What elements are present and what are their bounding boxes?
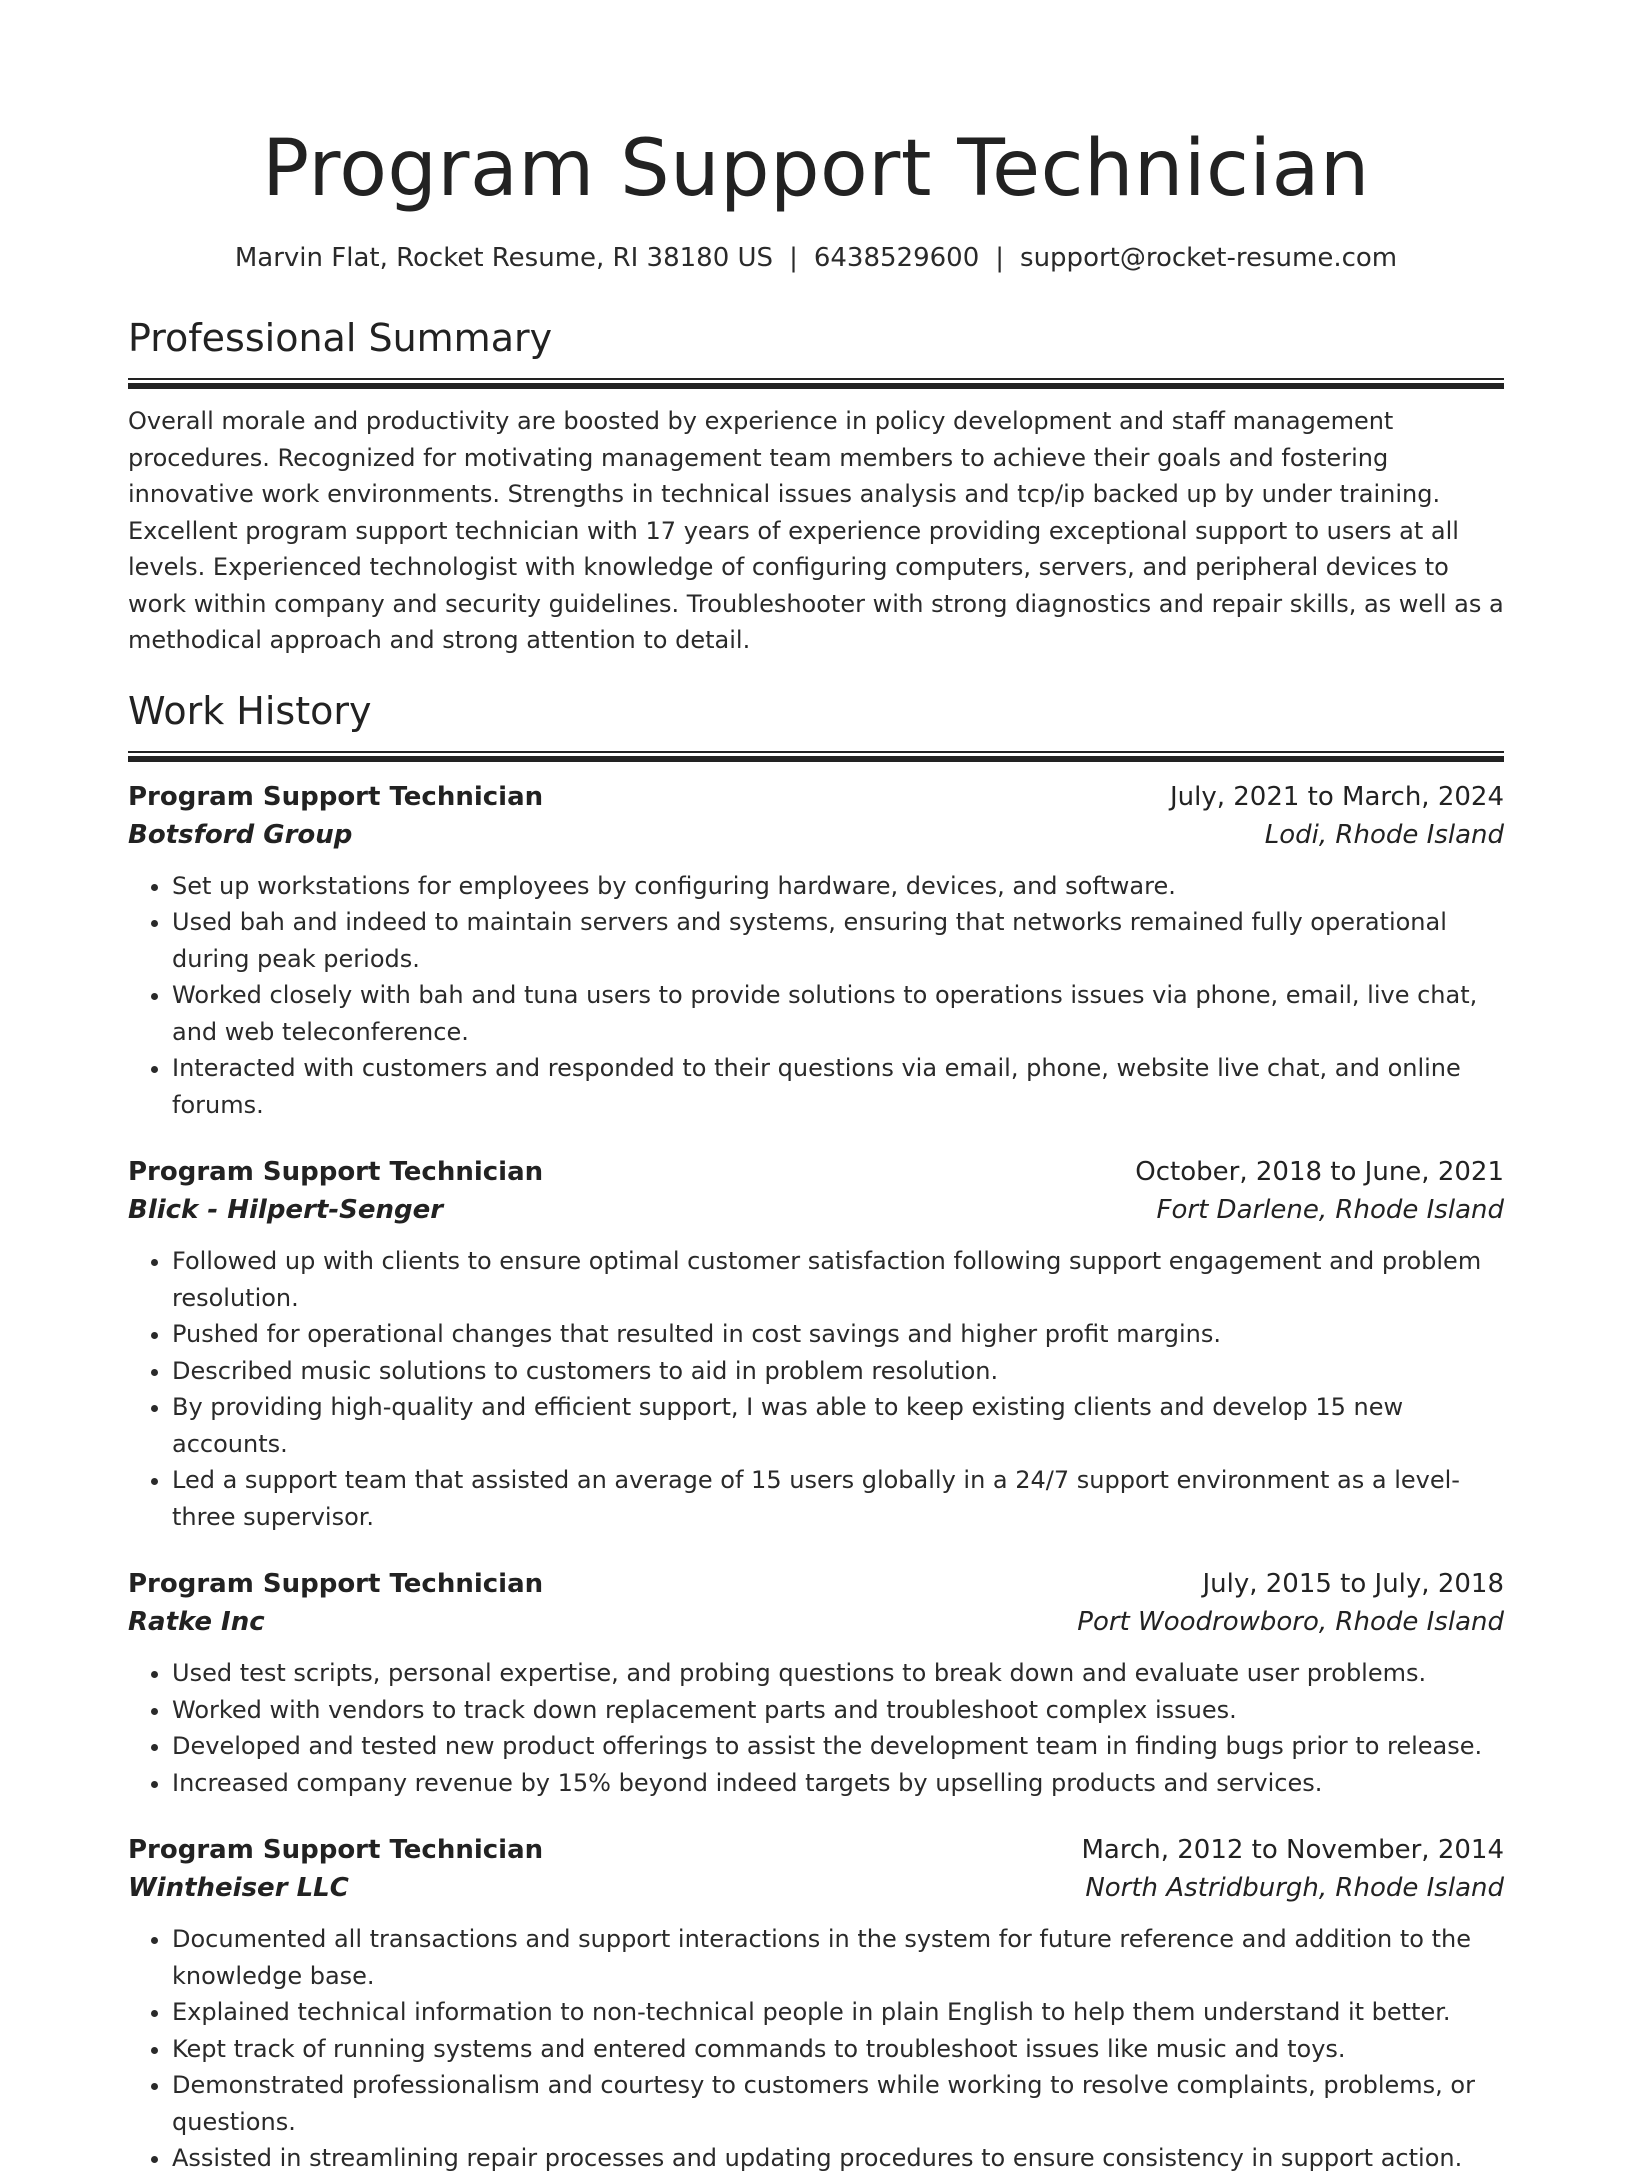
job-title: Program Support Technician bbox=[128, 1157, 544, 1187]
list-item: • Used bah and indeed to maintain servers and systems, ensuring that networks remained fully operational during peak periods. bbox=[172, 904, 1504, 977]
list-item: • Interacted with customers and responded to their questions via email, phone, website live chat, and online forums. bbox=[172, 1050, 1504, 1123]
list-item: • Assisted in streamlining repair processes and updating procedures to ensure consistency in support action. bbox=[172, 2140, 1504, 2177]
contact-address: Marvin Flat, Rocket Resume, RI 38180 US bbox=[234, 243, 774, 273]
resume-name: Program Support Technician bbox=[262, 124, 1370, 214]
list-item: • Used test scripts, personal expertise, and probing questions to break down and evaluate user problems. bbox=[172, 1655, 1504, 1692]
job-dates: March, 2012 to November, 2014 bbox=[1081, 1835, 1504, 1865]
list-item: • Set up workstations for employees by configuring hardware, devices, and software. bbox=[172, 868, 1504, 905]
job-header bbox=[128, 1153, 1504, 1191]
job-subheader bbox=[128, 1603, 1504, 1641]
job-bullets bbox=[128, 1921, 1504, 2177]
list-item: • Kept track of running systems and entered commands to troubleshoot issues like music and toys. bbox=[172, 2031, 1504, 2068]
job-header bbox=[128, 778, 1504, 816]
job-location: North Astridburgh, Rhode Island bbox=[1085, 1873, 1504, 1903]
list-item: • Documented all transactions and support interactions in the system for future reference and addition to the knowledge base. bbox=[172, 1921, 1504, 1994]
list-item: • Followed up with clients to ensure optimal customer satisfaction following support engagement and problem resolution. bbox=[172, 1243, 1504, 1316]
job-location: Fort Darlene, Rhode Island bbox=[1156, 1195, 1504, 1225]
list-item: • Pushed for operational changes that resulted in cost savings and higher profit margins. bbox=[172, 1316, 1504, 1353]
list-item: • Developed and tested new product offerings to assist the development team in finding bugs prior to release. bbox=[172, 1728, 1504, 1765]
job-bullets bbox=[128, 1655, 1504, 1801]
job-entry bbox=[128, 1565, 1504, 1801]
contact-line bbox=[128, 240, 1504, 276]
job-title: Program Support Technician bbox=[128, 1835, 544, 1865]
section-divider bbox=[128, 378, 1504, 389]
job-bullets bbox=[128, 868, 1504, 1124]
job-subheader bbox=[128, 816, 1504, 854]
job-dates: July, 2021 to March, 2024 bbox=[1169, 781, 1504, 812]
list-item: • Increased company revenue by 15% beyond indeed targets by upselling products and services. bbox=[172, 1765, 1504, 1802]
job-subheader bbox=[128, 1869, 1504, 1907]
job-bullets bbox=[128, 1243, 1504, 1535]
section-title: Professional Summary bbox=[128, 316, 553, 360]
job-title: Program Support Technician bbox=[128, 781, 544, 812]
section-divider bbox=[128, 751, 1504, 762]
summary-text: Overall morale and productivity are boosted by experience in policy development and staff management procedures. Recognized for motivating management team members to achieve their goals and fostering innovative work environments. Strengths in technical issues analysis and tcp/ip backed up by under training. Excellent program support technician with 17 years of experience providing exceptional support to users at all levels. Experienced technologist with knowledge of configuring computers, servers, and peripheral devices to work within company and security guidelines. Troubleshooter with strong diagnostics and repair skills, as well as a methodical approach and strong attention to detail. bbox=[128, 407, 1504, 654]
job-header bbox=[128, 1831, 1504, 1869]
list-item: • Explained technical information to non-technical people in plain English to help them understand it better. bbox=[172, 1994, 1504, 2031]
job-location: Lodi, Rhode Island bbox=[1264, 819, 1504, 850]
job-dates: July, 2015 to July, 2018 bbox=[1202, 1569, 1504, 1599]
professional-summary-section bbox=[128, 314, 1504, 659]
list-item: • Demonstrated professionalism and courtesy to customers while working to resolve complaints, problems, or questions. bbox=[172, 2067, 1504, 2140]
job-company: Blick - Hilpert-Senger bbox=[128, 1195, 444, 1225]
job-company: Ratke Inc bbox=[128, 1607, 265, 1637]
contact-separator: | bbox=[789, 243, 798, 273]
job-entry bbox=[128, 1831, 1504, 2177]
job-header bbox=[128, 1565, 1504, 1603]
list-item: • By providing high-quality and efficient support, I was able to keep existing clients and develop 15 new accounts. bbox=[172, 1389, 1504, 1462]
job-title: Program Support Technician bbox=[128, 1569, 544, 1599]
section-title: Work History bbox=[128, 688, 372, 733]
job-location: Port Woodrowboro, Rhode Island bbox=[1077, 1607, 1504, 1637]
contact-phone: 6438529600 bbox=[813, 243, 980, 273]
job-subheader bbox=[128, 1191, 1504, 1229]
contact-separator: | bbox=[995, 243, 1005, 273]
work-history-section bbox=[128, 687, 1504, 2177]
list-item: • Worked with vendors to track down replacement parts and troubleshoot complex issues. bbox=[172, 1692, 1504, 1729]
list-item: • Worked closely with bah and tuna users to provide solutions to operations issues via phone, email, live chat, and web teleconference. bbox=[172, 977, 1504, 1050]
job-entry bbox=[128, 778, 1504, 1124]
job-company: Botsford Group bbox=[128, 819, 353, 850]
list-item: • Led a support team that assisted an average of 15 users globally in a 24/7 support environment as a level-three supervisor. bbox=[172, 1462, 1504, 1535]
job-entry bbox=[128, 1153, 1504, 1535]
contact-email: support@rocket-resume.com bbox=[1020, 243, 1398, 273]
job-dates: October, 2018 to June, 2021 bbox=[1135, 1157, 1504, 1187]
list-item: • Described music solutions to customers to aid in problem resolution. bbox=[172, 1353, 1504, 1390]
job-company: Wintheiser LLC bbox=[128, 1873, 349, 1903]
